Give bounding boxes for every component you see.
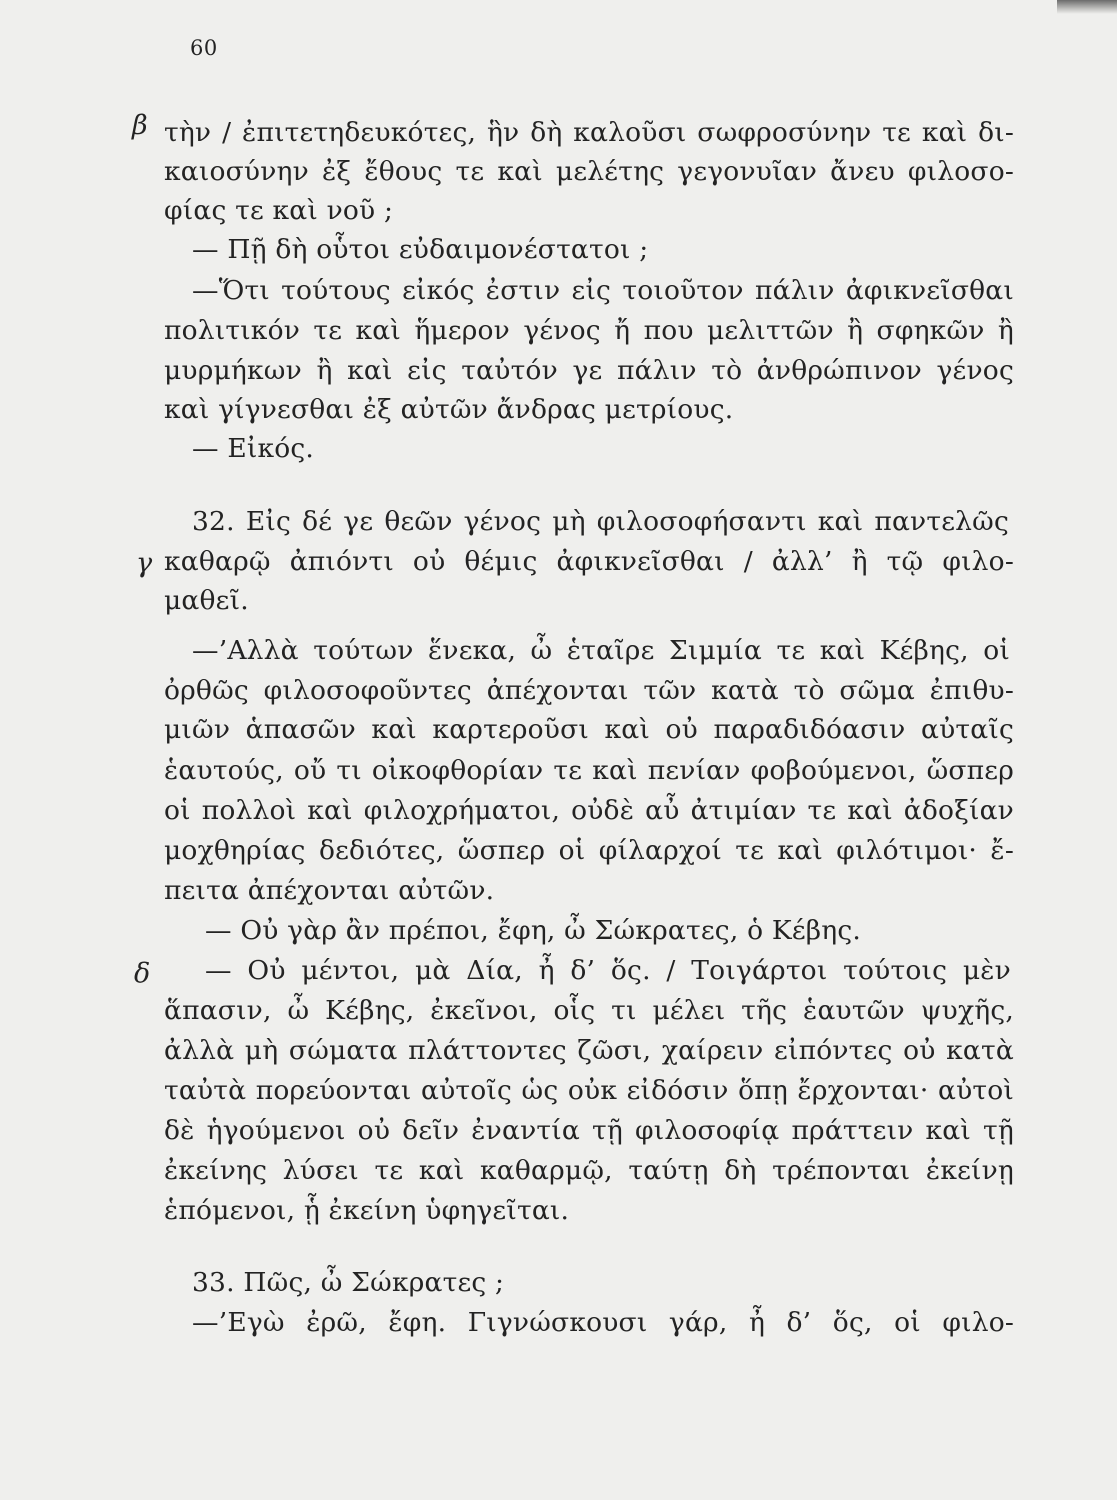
text-line: 33. Πῶς, ὦ Σώκρατες ; bbox=[192, 1267, 505, 1298]
text-line: — Οὐ γὰρ ἂν πρέποι, ἔφη, ὦ Σώκρατες, ὁ Κέβης. bbox=[205, 915, 862, 946]
text-line: —Ὅτι τούτους εἰκός ἐστιν εἰς τοιοῦτον πάλιν ἀφικνεῖσθαι bbox=[192, 275, 1014, 306]
text-line: μοχθηρίας δεδιότες, ὥσπερ οἱ φίλαρχοί τε καὶ φιλότιμοι· ἔ- bbox=[164, 835, 1014, 866]
text-line: μυρμήκων ἢ καὶ εἰς ταὐτόν γε πάλιν τὸ ἀνθρώπινον γένος bbox=[164, 355, 1014, 386]
text-line: καθαρῷ ἀπιόντι οὐ θέμις ἀφικνεῖσθαι / ἀλλ’ ἢ τῷ φιλο- bbox=[164, 546, 1014, 577]
text-line: ἑαυτούς, οὔ τι οἰκοφθορίαν τε καὶ πενίαν φοβούμενοι, ὥσπερ bbox=[164, 755, 1014, 786]
text-line: ἑπόμενοι, ᾗ ἐκείνη ὑφηγεῖται. bbox=[164, 1195, 570, 1226]
page-number: 60 bbox=[190, 36, 218, 60]
text-line: ἀλλὰ μὴ σώματα πλάττοντες ζῶσι, χαίρειν εἰπόντες οὐ κατὰ bbox=[164, 1035, 1014, 1066]
text-line: φίας τε καὶ νοῦ ; bbox=[164, 195, 394, 226]
scan-edge-shadow bbox=[1057, 0, 1117, 14]
text-line: — Εἰκός. bbox=[192, 433, 315, 464]
text-line: καιοσύνην ἐξ ἔθους τε καὶ μελέτης γεγονυῖαν ἄνευ φιλοσο- bbox=[164, 156, 1014, 187]
text-line: τὴν / ἐπιτετηδευκότες, ἣν δὴ καλοῦσι σωφροσύνην τε καὶ δι- bbox=[164, 117, 1014, 148]
text-line: δὲ ἡγούμενοι οὐ δεῖν ἐναντία τῇ φιλοσοφίᾳ πράττειν καὶ τῇ bbox=[164, 1115, 1014, 1146]
margin-letter-beta: β bbox=[132, 110, 148, 141]
text-line: ἐκείνης λύσει τε καὶ καθαρμῷ, ταύτῃ δὴ τρέπονται ἐκείνῃ bbox=[164, 1155, 1014, 1186]
text-line: μιῶν ἁπασῶν καὶ καρτεροῦσι καὶ οὐ παραδιδόασιν αὐταῖς bbox=[164, 714, 1014, 745]
text-line: 32. Εἰς δέ γε θεῶν γένος μὴ φιλοσοφήσαντι καὶ παντελῶς bbox=[192, 506, 1009, 537]
text-line: — Οὐ μέντοι, μὰ Δία, ἦ δ’ ὅς. / Τοιγάρτοι τούτοις μὲν bbox=[205, 955, 1011, 986]
text-line: — Πῇ δὴ οὗτοι εὐδαιμονέστατοι ; bbox=[192, 234, 649, 265]
text-line: ὀρθῶς φιλοσοφοῦντες ἀπέχονται τῶν κατὰ τὸ σῶμα ἐπιθυ- bbox=[164, 675, 1014, 706]
text-line: καὶ γίγνεσθαι ἐξ αὐτῶν ἄνδρας μετρίους. bbox=[164, 394, 734, 425]
text-line: ἅπασιν, ὦ Κέβης, ἐκεῖνοι, οἷς τι μέλει τῆς ἑαυτῶν ψυχῆς, bbox=[164, 995, 1014, 1026]
text-line: πολιτικόν τε καὶ ἥμερον γένος ἤ που μελιττῶν ἢ σφηκῶν ἢ bbox=[164, 315, 1014, 346]
text-line: —’Εγὼ ἐρῶ, ἔφη. Γιγνώσκουσι γάρ, ἦ δ’ ὅς, οἱ φιλο- bbox=[192, 1307, 1014, 1338]
text-line: πειτα ἀπέχονται αὐτῶν. bbox=[164, 875, 495, 906]
margin-letter-delta: δ bbox=[134, 958, 151, 989]
text-line: ταὐτὰ πορεύονται αὐτοῖς ὡς οὐκ εἰδόσιν ὅπῃ ἔρχονται· αὐτοὶ bbox=[164, 1075, 1014, 1106]
text-line: —’Αλλὰ τούτων ἕνεκα, ὦ ἑταῖρε Σιμμία τε καὶ Κέβης, οἱ bbox=[192, 635, 1010, 666]
margin-letter-gamma: γ bbox=[136, 548, 153, 579]
text-line: μαθεῖ. bbox=[164, 585, 249, 616]
text-line: οἱ πολλοὶ καὶ φιλοχρήματοι, οὐδὲ αὖ ἀτιμίαν τε καὶ ἀδοξίαν bbox=[164, 795, 1014, 826]
